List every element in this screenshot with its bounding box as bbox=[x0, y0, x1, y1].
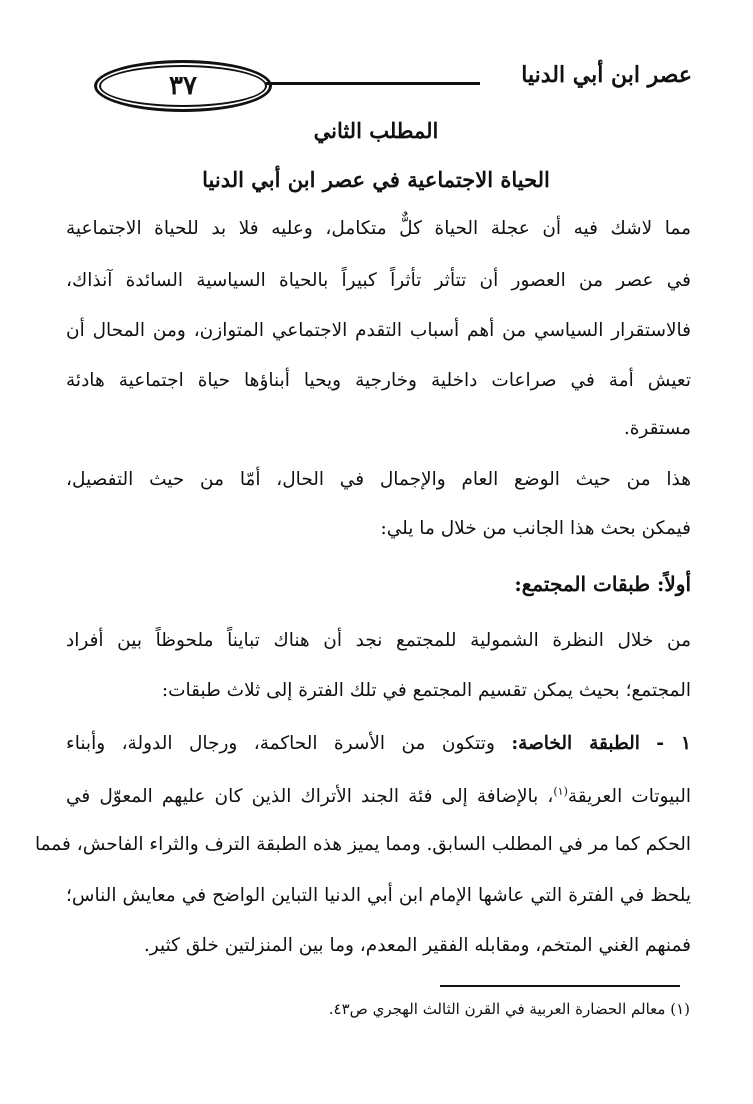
paragraph-line: هذا من حيث الوضع العام والإجمال في الحال، أمّا من حيث التفصيل، bbox=[66, 469, 691, 490]
paragraph-line: فيمكن بحث هذا الجانب من خلال ما يلي: bbox=[380, 518, 691, 539]
header-rule bbox=[266, 82, 480, 85]
list-item-line: الحكم كما مر في المطلب السابق. ومما يميز هذه الطبقة الترف والثراء الفاحش، فمما bbox=[34, 834, 691, 855]
footnote-rule bbox=[440, 985, 680, 987]
list-item-line: يلحظ في الفترة التي عاشها الإمام ابن أبي الدنيا التباين الواضح في معايش الناس؛ bbox=[66, 885, 691, 906]
paragraph-line: المجتمع؛ بحيث يمكن تقسيم المجتمع في تلك الفترة إلى ثلاث طبقات: bbox=[161, 680, 691, 701]
list-item-line bbox=[66, 786, 691, 807]
section-heading: المطلب الثاني bbox=[313, 118, 439, 143]
item-text: البيوتات العريقة bbox=[567, 786, 692, 808]
section-title: الحياة الاجتماعية في عصر ابن أبي الدنيا bbox=[202, 167, 550, 192]
item-text: ، بالإضافة إلى فئة الجند الأتراك الذين كان عليهم المعوّل في bbox=[66, 786, 554, 808]
paragraph-line: في عصر من العصور أن تتأثر تأثراً كبيراً بالحياة السياسية السائدة آنذاك، bbox=[66, 270, 691, 291]
paragraph-line: مستقرة. bbox=[623, 418, 691, 439]
paragraph-line: من خلال النظرة الشمولية للمجتمع نجد أن هناك تبايناً ملحوظاً بين أفراد bbox=[66, 630, 691, 651]
list-item-line bbox=[66, 735, 691, 754]
footnote: (١) معالم الحضارة العربية في القرن الثالث الهجري ص٤٣. bbox=[328, 1000, 690, 1018]
page-header bbox=[80, 60, 692, 112]
footnote-reference[interactable]: (١) bbox=[553, 785, 568, 798]
item-number: ١ - bbox=[656, 733, 691, 754]
item-label: الطبقة الخاصة: bbox=[511, 733, 640, 754]
running-title: عصر ابن أبي الدنيا bbox=[521, 62, 692, 88]
paragraph-line: فالاستقرار السياسي من أهم أسباب التقدم الاجتماعي المتوازن، ومن المحال أن bbox=[66, 320, 691, 341]
paragraph-line: تعيش أمة في صراعات داخلية وخارجية ويحيا أبناؤها حياة اجتماعية هادئة bbox=[66, 370, 691, 391]
subheading: أولاً: طبقات المجتمع: bbox=[514, 572, 691, 596]
page-number-oval bbox=[94, 60, 272, 112]
list-item-line: فمنهم الغني المتخم، ومقابله الفقير المعدم، وما بين المنزلتين خلق كثير. bbox=[143, 935, 691, 956]
page-number: ٣٧ bbox=[169, 71, 197, 101]
paragraph-line: مما لاشك فيه أن عجلة الحياة كلٌّ متكامل، وعليه فلا بد للحياة الاجتماعية bbox=[66, 218, 691, 239]
item-text: وتتكون من الأسرة الحاكمة، ورجال الدولة، وأبناء bbox=[66, 733, 495, 754]
